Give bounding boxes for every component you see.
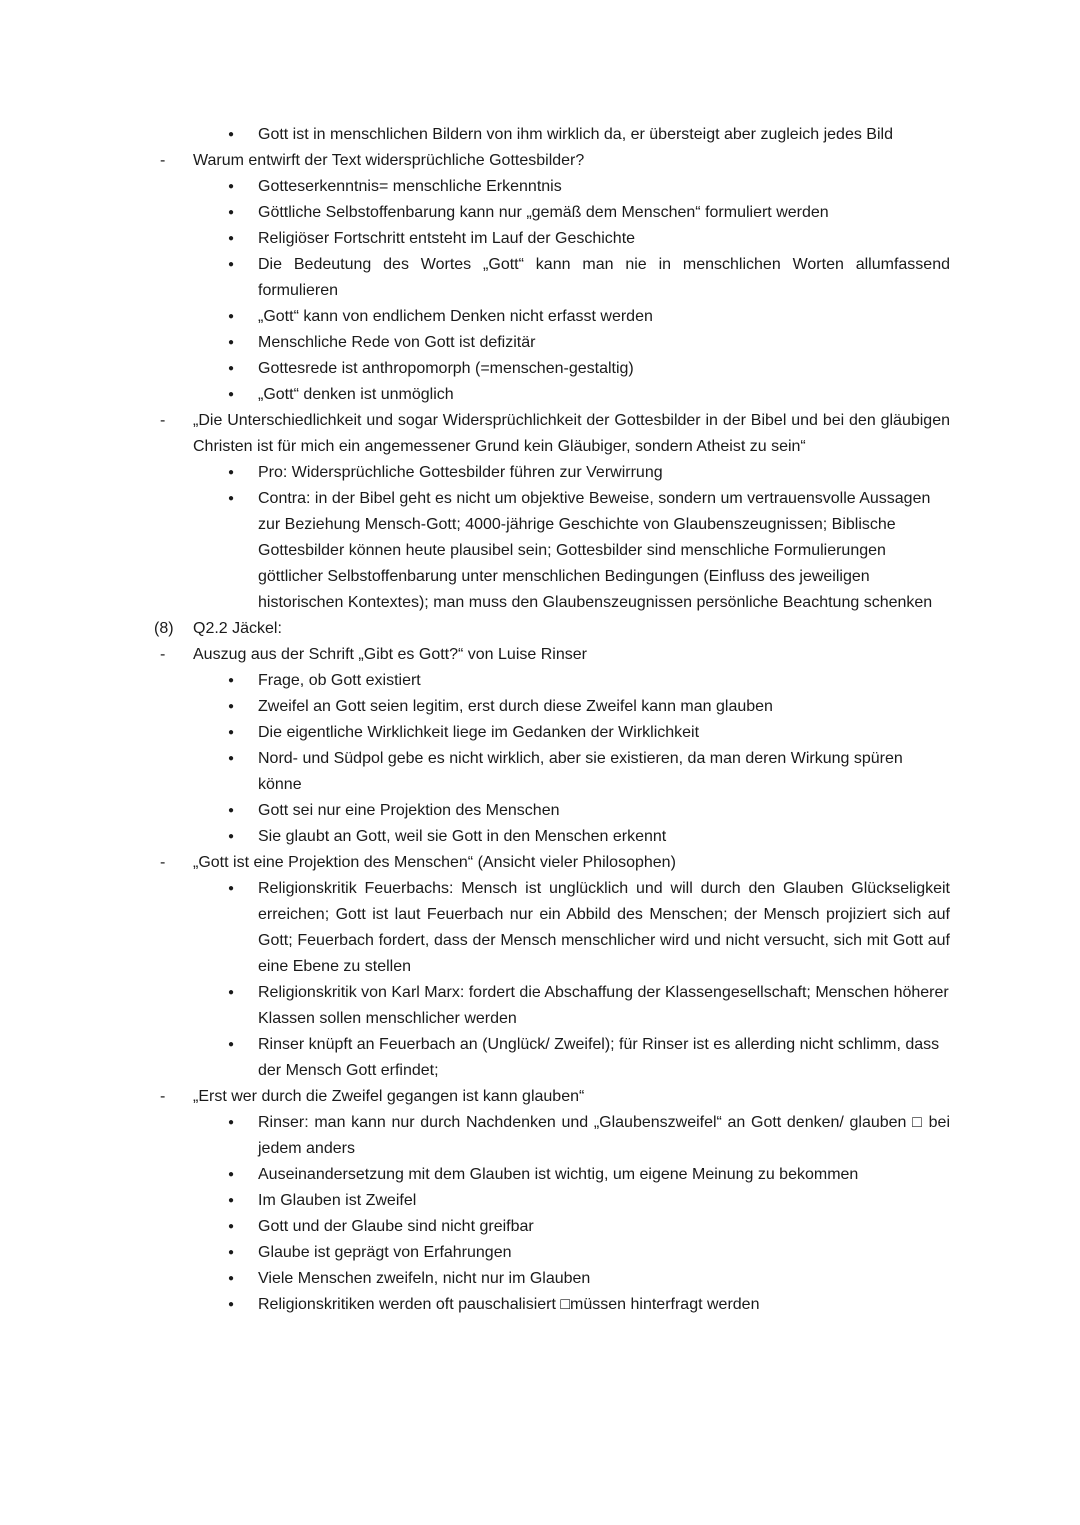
list-item: [160, 1032, 950, 1084]
list-item-text: Die Bedeutung des Wortes „Gott“ kann man nie in menschlichen Worten allumfassend formulieren: [258, 256, 950, 299]
list-item: [160, 668, 950, 694]
list-item: [160, 1266, 950, 1292]
list-item-text: Rinser: man kann nur durch Nachdenken und „Glaubenszweifel“ an Gott denken/ glauben □ bei jedem anders: [258, 1114, 950, 1157]
list-item-text: Menschliche Rede von Gott ist defizitär: [258, 334, 536, 351]
bullet-marker: ●: [228, 1169, 235, 1180]
bullet-marker: ●: [228, 883, 235, 894]
bullet-marker: ●: [228, 727, 235, 738]
list-item-text: Warum entwirft der Text widersprüchliche Gottesbilder?: [193, 152, 585, 169]
list-item-text: „Die Unterschiedlichkeit und sogar Widersprüchlichkeit der Gottesbilder in der Bibel und bei den gläubigen Christen ist für mich ein angemessener Grund kein Gläubiger, sondern Atheist zu sein“: [193, 412, 950, 455]
list-item-text: Gott ist in menschlichen Bildern von ihm wirklich da, er übersteigt aber zugleich jedes Bild: [258, 126, 893, 143]
bullet-marker: ●: [228, 1273, 235, 1284]
list-item-text: „Gott“ denken ist unmöglich: [258, 386, 454, 403]
list-item: [160, 720, 950, 746]
numbered-marker: (8): [154, 620, 174, 637]
list-item: [154, 616, 950, 642]
list-item-text: Zweifel an Gott seien legitim, erst durch diese Zweifel kann man glauben: [258, 698, 773, 715]
list-item: [160, 980, 950, 1032]
bullet-marker: ●: [228, 259, 235, 270]
list-item-text: Auseinandersetzung mit dem Glauben ist wichtig, um eigene Meinung zu bekommen: [258, 1166, 859, 1183]
list-item-text: Religionskritik Feuerbachs: Mensch ist unglücklich und will durch den Glauben Glückseligkeit erreichen; Gott ist laut Feuerbach nur ein Abbild des Menschen; der Mensch projiziert sich auf Gott; Feuerbach fordert, dass der Mensch menschlicher wird und nicht versucht, sich mit Gott auf eine Ebene zu stellen: [258, 880, 950, 975]
list-item: [160, 330, 950, 356]
list-item: [160, 304, 950, 330]
bullet-marker: ●: [228, 1117, 235, 1128]
list-item-text: Gott sei nur eine Projektion des Menschen: [258, 802, 560, 819]
list-item: [160, 694, 950, 720]
list-item-text: „Erst wer durch die Zweifel gegangen ist kann glauben“: [193, 1088, 585, 1105]
list-item-text: Religionskritiken werden oft pauschalisiert □müssen hinterfragt werden: [258, 1296, 760, 1313]
list-item: [160, 746, 950, 798]
bullet-marker: ●: [228, 831, 235, 842]
list-item-text: Glaube ist geprägt von Erfahrungen: [258, 1244, 512, 1261]
bullet-marker: ●: [228, 363, 235, 374]
list-item-text: Auszug aus der Schrift „Gibt es Gott?“ von Luise Rinser: [193, 646, 587, 663]
list-item: [160, 850, 950, 876]
list-item: [160, 1110, 950, 1162]
bullet-marker: ●: [228, 1299, 235, 1310]
list-item-text: Gotteserkenntnis= menschliche Erkenntnis: [258, 178, 562, 195]
bullet-marker: ●: [228, 805, 235, 816]
list-item-text: Im Glauben ist Zweifel: [258, 1192, 417, 1209]
list-item: [160, 200, 950, 226]
list-item: [160, 382, 950, 408]
bullet-marker: ●: [228, 1039, 235, 1050]
list-item: [160, 1084, 950, 1110]
list-item: [160, 824, 950, 850]
bullet-marker: ●: [228, 675, 235, 686]
list-item: [160, 148, 950, 174]
bullet-marker: ●: [228, 1221, 235, 1232]
list-item: [160, 1214, 950, 1240]
bullet-marker: ●: [228, 467, 235, 478]
bullet-marker: ●: [228, 1247, 235, 1258]
list-item: [160, 1292, 950, 1318]
list-item: [160, 460, 950, 486]
list-item: [160, 1162, 950, 1188]
list-item-text: Göttliche Selbstoffenbarung kann nur „gemäß dem Menschen“ formuliert werden: [258, 204, 829, 221]
list-item-text: „Gott“ kann von endlichem Denken nicht erfasst werden: [258, 308, 653, 325]
list-item: [160, 174, 950, 200]
bullet-marker: ●: [228, 129, 235, 140]
list-item: [160, 486, 950, 616]
list-item-text: Q2.2 Jäckel:: [193, 620, 282, 637]
list-item: [160, 642, 950, 668]
bullet-marker: ●: [228, 1195, 235, 1206]
list-item: [160, 408, 950, 460]
bullet-marker: ●: [228, 207, 235, 218]
list-item: [160, 122, 950, 148]
list-item: [160, 798, 950, 824]
bullet-marker: ●: [228, 753, 235, 764]
bullet-marker: ●: [228, 701, 235, 712]
list-item-text: Religiöser Fortschritt entsteht im Lauf der Geschichte: [258, 230, 636, 247]
list-item-text: Religionskritik von Karl Marx: fordert die Abschaffung der Klassengesellschaft; Menschen höherer Klassen sollen menschlicher werden: [258, 984, 949, 1027]
list-item-text: Gottesrede ist anthropomorph (=menschen-gestaltig): [258, 360, 634, 377]
bullet-marker: ●: [228, 311, 235, 322]
bullet-marker: ●: [228, 181, 235, 192]
list-item: [160, 356, 950, 382]
bullet-marker: ●: [228, 337, 235, 348]
bullet-marker: ●: [228, 987, 235, 998]
bullet-marker: ●: [228, 493, 235, 504]
list-item-text: Contra: in der Bibel geht es nicht um objektive Beweise, sondern um vertrauensvolle Aussagen zur Beziehung Mensch-Gott; 4000-jährige Geschichte von Glaubenszeugnissen; Biblische Gottesbilder können heute plausibel sein; Gottesbilder sind menschliche Formulierungen göttlicher Selbstoffenbarung unter menschlichen Bedingungen (Einfluss des jeweiligen historischen Kontextes); man muss den Glaubenszeugnissen persönliche Beachtung schenken: [258, 490, 933, 611]
list-item: [160, 252, 950, 304]
list-item: [160, 876, 950, 980]
list-item: [160, 1240, 950, 1266]
list-item: [160, 226, 950, 252]
list-item-text: Sie glaubt an Gott, weil sie Gott in den Menschen erkennt: [258, 828, 667, 845]
list-item-text: Gott und der Glaube sind nicht greifbar: [258, 1218, 534, 1235]
list-item-text: Nord- und Südpol gebe es nicht wirklich, aber sie existieren, da man deren Wirkung spüren könne: [258, 750, 903, 793]
list-item-text: Pro: Widersprüchliche Gottesbilder führen zur Verwirrung: [258, 464, 663, 481]
bullet-marker: ●: [228, 389, 235, 400]
list-item-text: „Gott ist eine Projektion des Menschen“ (Ansicht vieler Philosophen): [193, 854, 676, 871]
dash-marker: -: [160, 646, 166, 663]
list-item-text: Frage, ob Gott existiert: [258, 672, 421, 689]
dash-marker: -: [160, 1088, 166, 1105]
bullet-marker: ●: [228, 233, 235, 244]
list-item-text: Rinser knüpft an Feuerbach an (Unglück/ Zweifel); für Rinser ist es allerding nicht schlimm, dass der Mensch Gott erfindet;: [258, 1036, 940, 1079]
dash-marker: -: [160, 854, 166, 871]
dash-marker: -: [160, 412, 166, 429]
notes-list: [154, 122, 950, 1318]
dash-marker: -: [160, 152, 166, 169]
list-item-text: Die eigentliche Wirklichkeit liege im Gedanken der Wirklichkeit: [258, 724, 700, 741]
list-item: [160, 1188, 950, 1214]
list-item-text: Viele Menschen zweifeln, nicht nur im Glauben: [258, 1270, 591, 1287]
